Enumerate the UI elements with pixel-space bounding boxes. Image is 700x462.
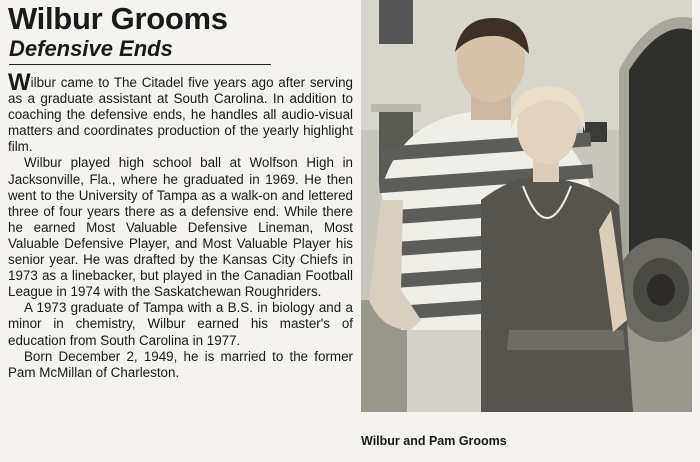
bio-paragraph-3: A 1973 graduate of Tampa with a B.S. in biology and a minor in chemistry, Wilbur earned his master's of education from South Carolina in 1977. xyxy=(8,300,353,348)
coach-name: Wilbur Grooms xyxy=(8,1,228,36)
couple-photo xyxy=(361,0,692,412)
bio-paragraph-1-text: ilbur came to The Citadel five years ago after serving as a graduate assistant at South Carolina. In addition to coaching the defensive ends, he handles all audio-visual matters and coordinates production of the yearly highlight film. xyxy=(8,75,353,155)
article-column xyxy=(8,0,353,381)
bio-paragraph-4: Born December 2, 1949, he is married to the former Pam McMillan of Charleston. xyxy=(8,348,353,380)
photo-illustration xyxy=(361,0,692,412)
bio-paragraph-2: Wilbur played high school ball at Wolfson High in Jacksonville, Fla., where he graduated in 1969. He then went to the University of Tampa as a walk-on and lettered three of four years there as a defensive end. While there he earned Most Valuable Defensive Lineman, Most Valuable Defensive Player, and Most Valuable Player his senior year. He was drafted by the Kansas City Chiefs in 1973 as a linebacker, but played in the Canadian Football League in 1974 with the Saskatchewan Roughriders. xyxy=(8,155,353,300)
bio-text xyxy=(8,69,353,381)
bio-paragraph-1 xyxy=(8,69,353,155)
drop-cap: W xyxy=(8,69,31,96)
photo-caption: Wilbur and Pam Grooms xyxy=(361,434,507,448)
coach-position: Defensive Ends xyxy=(9,36,271,65)
